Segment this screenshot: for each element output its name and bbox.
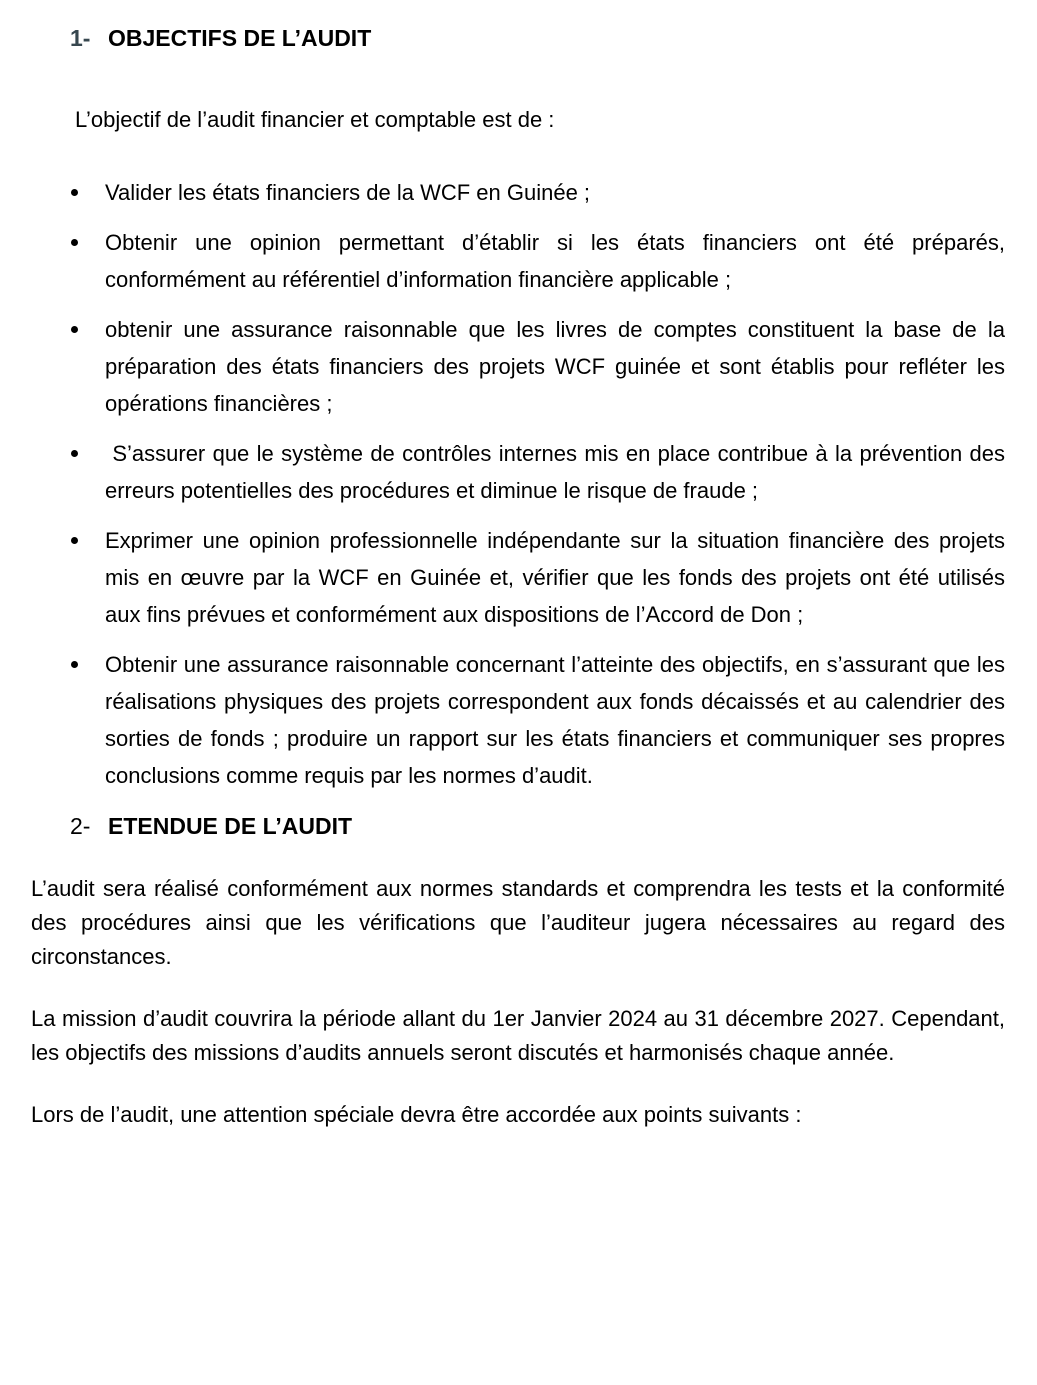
body-paragraphs (31, 872, 1005, 1132)
bullet-icon (71, 326, 78, 333)
intro-paragraph: L’objectif de l’audit financier et comptable est de : (75, 106, 555, 132)
list-item-text: Obtenir une assurance raisonnable concernant l’atteinte des objectifs, en s’assurant que les réalisations physiques des projets correspondent aux fonds décaissés et au calendrier des sorties de fonds ; produire un rapport sur les états financiers et communiquer ses propres conclusions comme requis par les normes d’audit. (105, 652, 1005, 789)
list-item (31, 311, 1005, 422)
section-number-1: 1- (70, 25, 91, 51)
paragraph: La mission d’audit couvrira la période allant du 1er Janvier 2024 au 31 décembre 2027. Cependant, les objectifs des missions d’audits annuels seront discutés et harmonisés chaque année. (31, 1006, 1005, 1066)
list-item-text: Exprimer une opinion professionnelle indépendante sur la situation financière des projets mis en œuvre par la WCF en Guinée et, vérifier que les fonds des projets ont été utilisés aux fins prévues et conformément aux dispositions de l’Accord de Don ; (105, 528, 1005, 628)
bullet-icon (71, 537, 78, 544)
bullet-icon (71, 239, 78, 246)
objectives-bullet-list (31, 174, 1005, 794)
list-item-text: Obtenir une opinion permettant d’établir si les états financiers ont été préparés, conformément au référentiel d’information financière applicable ; (105, 230, 1005, 293)
list-item-text: S’assurer que le système de contrôles internes mis en place contribue à la prévention des erreurs potentielles des procédures et diminue le risque de fraude ; (105, 441, 1005, 504)
section-heading-1 (31, 24, 1005, 54)
section-title-1: OBJECTIFS DE L’AUDIT (108, 25, 372, 51)
list-item-text: Valider les états financiers de la WCF en Guinée ; (105, 180, 591, 206)
list-item-text: obtenir une assurance raisonnable que les livres de comptes constituent la base de la préparation des états financiers des projets WCF guinée et sont établis pour refléter les opérations financières ; (105, 317, 1005, 417)
section-title-2: ETENDUE DE L’AUDIT (108, 813, 353, 840)
section-heading-2 (31, 812, 1005, 842)
bullet-icon (71, 189, 78, 196)
bullet-icon (71, 450, 78, 457)
paragraph: L’audit sera réalisé conformément aux normes standards et comprendra les tests et la conformité des procédures ainsi que les vérifications que l’auditeur jugera nécessaires au regard des circonstances. (31, 876, 1005, 970)
list-item (31, 174, 1005, 211)
list-item (31, 435, 1005, 509)
list-item (31, 224, 1005, 298)
list-item (31, 522, 1005, 633)
bullet-icon (71, 661, 78, 668)
list-item (31, 646, 1005, 794)
paragraph: Lors de l’audit, une attention spéciale devra être accordée aux points suivants : (31, 1102, 802, 1128)
section-number-2: 2- (70, 813, 91, 840)
